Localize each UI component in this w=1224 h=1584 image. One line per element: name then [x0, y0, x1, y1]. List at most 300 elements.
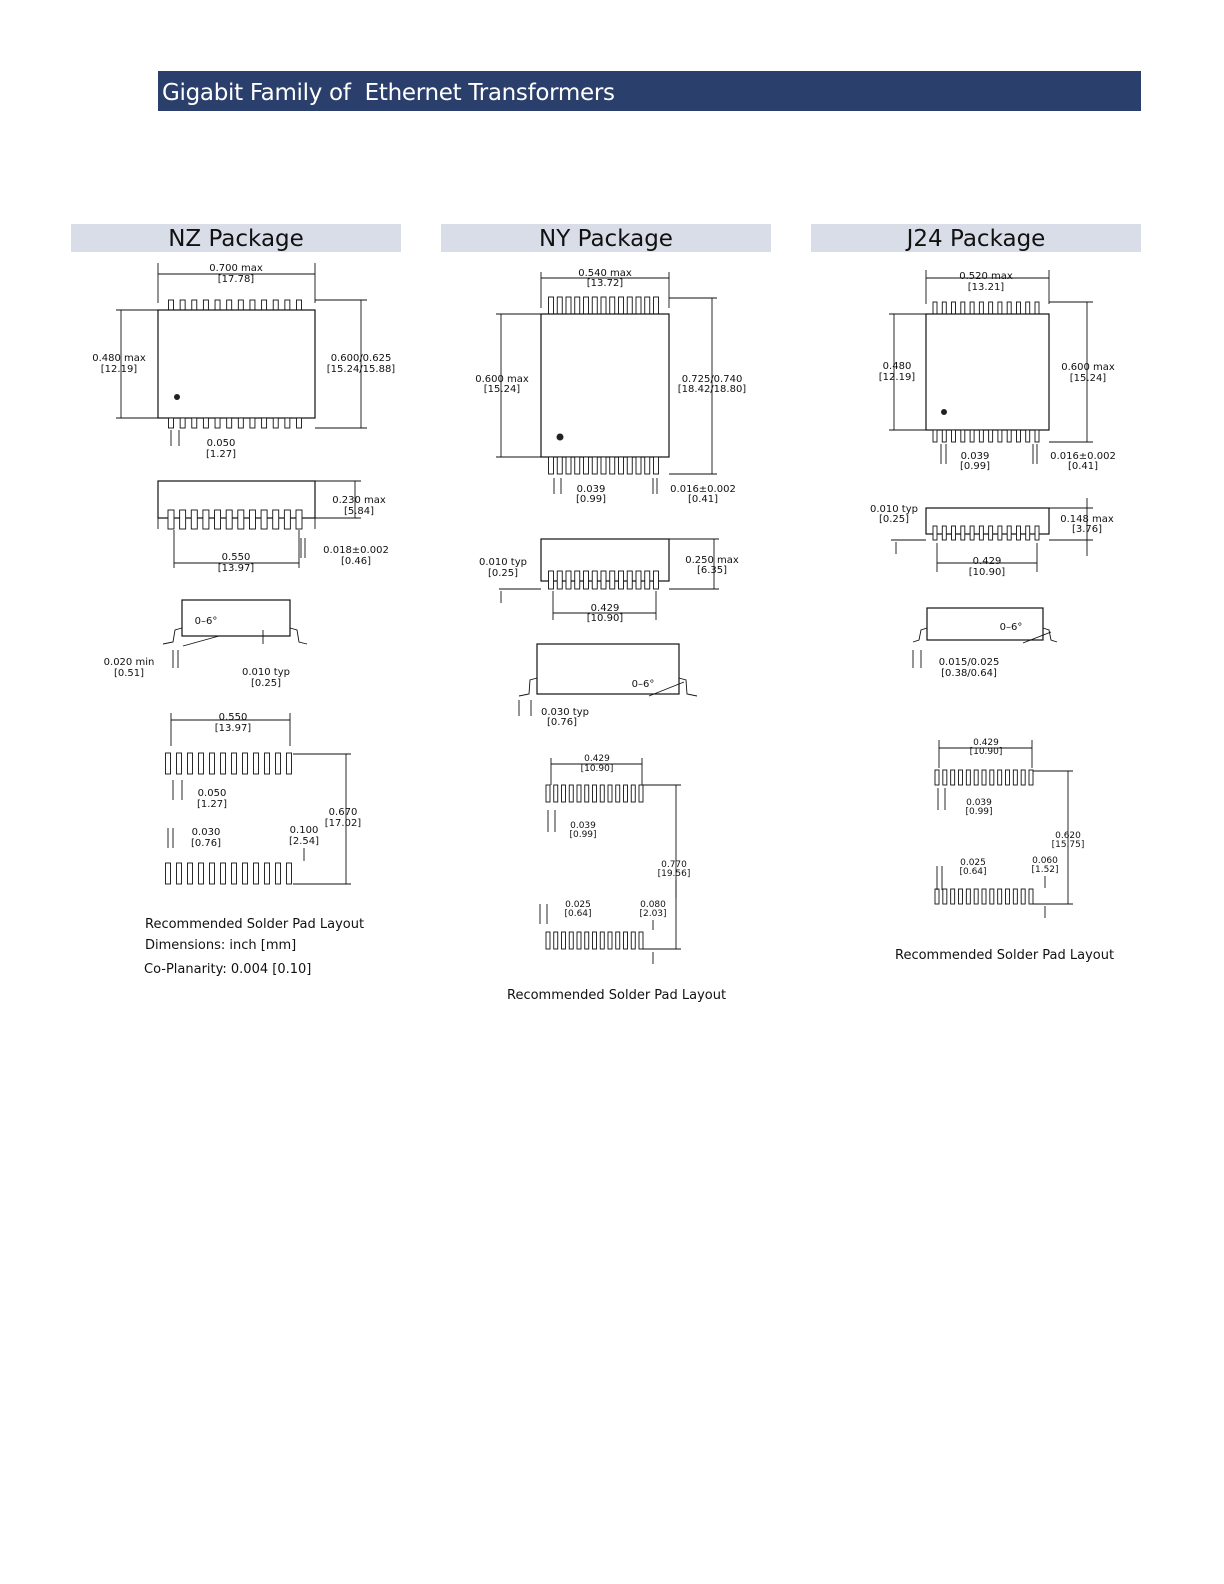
nz-lead-detail	[104, 600, 307, 689]
ny-top-pins	[549, 297, 659, 314]
j24-pad-span-label: 0.620	[1055, 831, 1081, 841]
ny-note-pad-layout: Recommended Solder Pad Layout	[507, 988, 727, 1003]
nz-side-height-label: 0.230 max	[332, 495, 386, 506]
solder-pad	[624, 932, 628, 949]
j24-pad-w-label: 0.025	[960, 858, 986, 868]
lead-pin	[1007, 430, 1011, 442]
nz-side-row-mm-label: [13.97]	[217, 563, 255, 574]
nz-span-mm-label: [15.24/15.88]	[326, 364, 396, 375]
solder-pad	[577, 785, 581, 802]
lead-pin	[942, 430, 946, 442]
j24-bottom-pins	[933, 430, 1039, 442]
lead-pin	[297, 418, 302, 428]
lead-pin	[566, 297, 571, 314]
solder-pad	[982, 889, 986, 904]
lead-pin	[961, 302, 965, 314]
solder-pad	[935, 889, 939, 904]
solder-pad	[546, 785, 550, 802]
lead-pin	[566, 457, 571, 474]
lead-pin	[575, 297, 580, 314]
solder-pad	[243, 863, 248, 884]
lead-pin	[238, 510, 244, 529]
package-header-nz: NZ Package	[71, 224, 401, 252]
nz-pad-row-top	[166, 753, 292, 774]
solder-pad	[554, 785, 558, 802]
solder-pad	[287, 753, 292, 774]
ny-pad-row-bottom-visible	[546, 932, 643, 949]
nz-pitch-mm-label: [1.27]	[205, 449, 237, 460]
solder-pad	[287, 863, 292, 884]
lead-pin	[227, 300, 232, 310]
lead-pin	[238, 300, 243, 310]
ny-side-view	[479, 539, 739, 624]
j24-pitch-label: 0.039	[960, 451, 990, 462]
nz-pad-pitch-label: 0.050	[197, 788, 227, 799]
lead-pin	[180, 510, 186, 529]
ny-bottom-pins	[549, 457, 659, 474]
j24-lead-detail	[913, 608, 1057, 679]
solder-pad	[639, 932, 643, 949]
lead-pin	[238, 418, 243, 428]
ny-top-view	[475, 268, 746, 505]
lead-pin	[636, 297, 641, 314]
lead-pin	[1026, 302, 1030, 314]
j24-pad-w-mm-label: [0.64]	[959, 867, 987, 877]
j24-pad-pitch-mm-label: [0.99]	[965, 807, 993, 817]
lead-pin	[203, 418, 208, 428]
solder-pad	[593, 932, 597, 949]
nz-bottom-pins	[169, 418, 302, 428]
solder-pad	[221, 863, 226, 884]
lead-pin	[601, 457, 606, 474]
j24-detail-angle-label: 0–6°	[999, 622, 1023, 633]
nz-pad-span-label: 0.670	[328, 807, 358, 818]
lead-pin	[610, 297, 615, 314]
solder-pad	[990, 770, 994, 785]
nz-side-height-mm-label: [5.84]	[343, 506, 375, 517]
lead-pin	[933, 302, 937, 314]
nz-side-view	[158, 481, 389, 574]
lead-pin	[1016, 526, 1020, 540]
nz-pad-l-mm-label: [2.54]	[288, 836, 320, 847]
lead-pin	[619, 297, 624, 314]
lead-pin	[1016, 302, 1020, 314]
j24-height-label: 0.480	[882, 361, 912, 372]
j24-side-height-label: 0.148 max	[1060, 514, 1114, 525]
ny-standoff-label: 0.010 typ	[479, 557, 527, 568]
solder-pad	[998, 770, 1002, 785]
ny-package-drawings	[441, 258, 781, 898]
ny-pad-layout	[546, 754, 690, 898]
lead-pin	[203, 300, 208, 310]
solder-pad	[265, 753, 270, 774]
j24-lead-mm-label: [0.41]	[1067, 461, 1099, 472]
lead-pin	[215, 418, 220, 428]
ny-width-label: 0.540 max	[578, 268, 632, 279]
nz-detail-a-label: 0.020 min	[103, 657, 155, 668]
j24-side-row-label: 0.429	[972, 556, 1002, 567]
nz-height-mm-label: [12.19]	[100, 364, 138, 375]
solder-pad	[1006, 889, 1010, 904]
j24-side-height-mm-label: [3.76]	[1071, 524, 1103, 535]
lead-pin	[619, 571, 624, 589]
solder-pad	[616, 785, 620, 802]
lead-pin	[654, 457, 659, 474]
solder-pad	[188, 863, 193, 884]
ny-side-height-mm-label: [6.35]	[696, 565, 728, 576]
lead-pin	[970, 526, 974, 540]
ny-pad-pitch-label: 0.039	[570, 821, 596, 831]
lead-pin	[627, 571, 632, 589]
ny-lead-mm-label: [0.41]	[687, 494, 719, 505]
nz-width-mm-label: [17.78]	[217, 274, 255, 285]
solder-pad	[943, 770, 947, 785]
lead-pin	[584, 457, 589, 474]
j24-pad-pitch-label: 0.039	[966, 798, 992, 808]
solder-pad	[210, 753, 215, 774]
lead-pin	[645, 571, 650, 589]
lead-pin	[961, 526, 965, 540]
nz-side-lead-mm-label: [0.46]	[340, 556, 372, 567]
lead-pin	[296, 510, 302, 529]
lead-pin	[549, 571, 554, 589]
lead-pin	[566, 571, 571, 589]
j24-pad-row-label: 0.429	[973, 738, 999, 748]
solder-pad	[177, 863, 182, 884]
solder-pad	[221, 753, 226, 774]
j24-span-label: 0.600 max	[1061, 362, 1115, 373]
nz-detail-a-mm-label: [0.51]	[113, 668, 145, 679]
solder-pad	[631, 932, 635, 949]
ny-standoff-mm-label: [0.25]	[487, 568, 519, 579]
ny-span-label: 0.725/0.740	[681, 374, 743, 385]
lead-pin	[636, 457, 641, 474]
solder-pad	[943, 889, 947, 904]
solder-pad	[966, 770, 970, 785]
solder-pad	[639, 785, 643, 802]
ny-span-mm-label: [18.42/18.80]	[677, 384, 747, 395]
lead-pin	[297, 300, 302, 310]
solder-pad	[577, 932, 581, 949]
solder-pad	[243, 753, 248, 774]
lead-pin	[645, 457, 650, 474]
solder-pad	[1029, 889, 1033, 904]
lead-pin	[601, 297, 606, 314]
lead-pin	[1035, 526, 1039, 540]
ny-side-row-label: 0.429	[590, 603, 620, 614]
nz-detail-angle-label: 0–6°	[194, 616, 218, 627]
solder-pad	[1006, 770, 1010, 785]
nz-side-row-label: 0.550	[221, 552, 251, 563]
lead-pin	[169, 300, 174, 310]
lead-pin	[636, 571, 641, 589]
j24-top-pins	[933, 302, 1039, 314]
solder-pad	[585, 785, 589, 802]
nz-note-coplanarity: Co-Planarity: 0.004 [0.10]	[144, 962, 312, 977]
j24-detail-a-label: 0.015/0.025	[938, 657, 1000, 668]
lead-pin	[168, 510, 174, 529]
lead-pin	[549, 297, 554, 314]
lead-pin	[273, 300, 278, 310]
lead-pin	[250, 300, 255, 310]
lead-pin	[592, 571, 597, 589]
ny-detail-angle-label: 0–6°	[631, 679, 655, 690]
lead-pin	[998, 430, 1002, 442]
j24-pad-l-label: 0.060	[1032, 856, 1058, 866]
ny-height-mm-label: [15.24]	[483, 384, 521, 395]
j24-pad-span-mm-label: [15.75]	[1051, 840, 1085, 850]
package-header-ny: NY Package	[441, 224, 771, 252]
solder-pad	[232, 863, 237, 884]
ny-pad-l-mm-label: [2.03]	[639, 909, 667, 919]
ny-pad-pitch-mm-label: [0.99]	[569, 830, 597, 840]
solder-pad	[608, 932, 612, 949]
j24-lead-label: 0.016±0.002	[1050, 451, 1116, 462]
solder-pad	[210, 863, 215, 884]
nz-height-label: 0.480 max	[92, 353, 146, 364]
solder-pad	[600, 932, 604, 949]
nz-pad-span-mm-label: [17.02]	[324, 818, 362, 829]
nz-span-label: 0.600/0.625	[330, 353, 392, 364]
ny-detail-a-mm-label: [0.76]	[546, 717, 578, 728]
ny-height-label: 0.600 max	[475, 374, 529, 385]
solder-pad	[974, 889, 978, 904]
j24-detail-a-mm-label: [0.38/0.64]	[941, 668, 997, 679]
solder-pad	[600, 785, 604, 802]
solder-pad	[199, 863, 204, 884]
lead-pin	[1026, 526, 1030, 540]
solder-pad	[1029, 770, 1033, 785]
nz-top-pins	[169, 300, 302, 310]
lead-pin	[575, 571, 580, 589]
solder-pad	[1021, 889, 1025, 904]
nz-side-lead-label: 0.018±0.002	[323, 545, 389, 556]
ny-pitch-label: 0.039	[576, 484, 606, 495]
ny-pad-span-label: 0.770	[661, 860, 687, 870]
lead-pin	[979, 526, 983, 540]
j24-package-drawings	[811, 258, 1151, 938]
pin1-marker-icon	[557, 434, 564, 441]
lead-pin	[192, 418, 197, 428]
solder-pad	[990, 889, 994, 904]
lead-pin	[933, 430, 937, 442]
lead-pin	[584, 571, 589, 589]
j24-pitch-mm-label: [0.99]	[959, 461, 991, 472]
nz-pad-l-label: 0.100	[289, 825, 319, 836]
solder-pad	[982, 770, 986, 785]
lead-pin	[169, 418, 174, 428]
title-banner	[158, 71, 1141, 111]
lead-pin	[1007, 526, 1011, 540]
solder-pad	[546, 932, 550, 949]
solder-pad	[951, 889, 955, 904]
solder-pad	[166, 753, 171, 774]
lead-pin	[989, 302, 993, 314]
lead-pin	[250, 418, 255, 428]
ny-pad-w-mm-label: [0.64]	[564, 909, 592, 919]
lead-pin	[180, 418, 185, 428]
lead-pin	[952, 526, 956, 540]
j24-top-view	[879, 270, 1116, 472]
solder-pad	[276, 753, 281, 774]
lead-pin	[592, 457, 597, 474]
j24-pad-row-bottom	[935, 889, 1033, 904]
ny-side-row-mm-label: [10.90]	[586, 613, 624, 624]
lead-pin	[226, 510, 232, 529]
lead-pin	[1035, 302, 1039, 314]
lead-pin	[261, 510, 267, 529]
lead-pin	[592, 297, 597, 314]
solder-pad	[935, 770, 939, 785]
j24-standoff-label: 0.010 typ	[870, 504, 918, 515]
lead-pin	[180, 300, 185, 310]
nz-detail-b-label: 0.010 typ	[242, 667, 290, 678]
nz-pad-row-bottom	[166, 863, 292, 884]
lead-pin	[557, 571, 562, 589]
ny-pad-l-label: 0.080	[640, 900, 666, 910]
solder-pad	[959, 889, 963, 904]
lead-pin	[262, 300, 267, 310]
lead-pin	[227, 418, 232, 428]
ny-pitch-mm-label: [0.99]	[575, 494, 607, 505]
lead-pin	[203, 510, 209, 529]
nz-detail-b-mm-label: [0.25]	[250, 678, 282, 689]
lead-pin	[249, 510, 255, 529]
solder-pad	[569, 785, 573, 802]
lead-pin	[610, 571, 615, 589]
lead-pin	[933, 526, 937, 540]
pin1-marker-icon	[174, 394, 180, 400]
nz-pad-row-label: 0.550	[218, 712, 248, 723]
nz-body	[158, 310, 315, 418]
lead-pin	[998, 526, 1002, 540]
ny-detail-a-label: 0.030 typ	[541, 707, 589, 718]
nz-pad-pitch-mm-label: [1.27]	[196, 799, 228, 810]
solder-pad	[166, 863, 171, 884]
solder-pad	[616, 932, 620, 949]
lead-pin	[575, 457, 580, 474]
ny-width-mm-label: [13.72]	[586, 278, 624, 289]
solder-pad	[624, 785, 628, 802]
nz-width-label: 0.700 max	[209, 263, 263, 274]
j24-standoff-mm-label: [0.25]	[878, 514, 910, 525]
nz-pad-w-mm-label: [0.76]	[190, 838, 222, 849]
lead-pin	[273, 418, 278, 428]
lead-pin	[645, 297, 650, 314]
solder-pad	[1013, 889, 1017, 904]
solder-pad	[188, 753, 193, 774]
j24-pad-layout	[935, 738, 1084, 918]
solder-pad	[199, 753, 204, 774]
solder-pad	[177, 753, 182, 774]
lead-pin	[942, 526, 946, 540]
j24-height-mm-label: [12.19]	[878, 372, 916, 383]
lead-pin	[979, 430, 983, 442]
solder-pad	[585, 932, 589, 949]
lead-pin	[215, 300, 220, 310]
solder-pad	[631, 785, 635, 802]
solder-pad	[966, 889, 970, 904]
ny-pad-row-mm-label: [10.90]	[580, 764, 614, 774]
nz-pad-row-mm-label: [13.97]	[214, 723, 252, 734]
lead-pin	[989, 526, 993, 540]
solder-pad	[974, 770, 978, 785]
lead-pin	[557, 297, 562, 314]
solder-pad	[554, 932, 558, 949]
lead-pin	[654, 571, 659, 589]
lead-pin	[989, 430, 993, 442]
nz-note-dimensions: Dimensions: inch [mm]	[145, 938, 297, 953]
lead-pin	[998, 302, 1002, 314]
lead-pin	[273, 510, 279, 529]
solder-pad	[569, 932, 573, 949]
lead-pin	[1026, 430, 1030, 442]
lead-pin	[549, 457, 554, 474]
package-header-j24: J24 Package	[811, 224, 1141, 252]
nz-pad-w-label: 0.030	[191, 827, 221, 838]
lead-pin	[557, 457, 562, 474]
lead-pin	[285, 300, 290, 310]
lead-pin	[284, 510, 290, 529]
lead-pin	[610, 457, 615, 474]
solder-pad	[608, 785, 612, 802]
ny-lead-detail	[519, 644, 697, 728]
lead-pin	[215, 510, 221, 529]
lead-pin	[970, 302, 974, 314]
solder-pad	[1021, 770, 1025, 785]
solder-pad	[593, 785, 597, 802]
nz-pitch-label: 0.050	[206, 438, 236, 449]
lead-pin	[654, 297, 659, 314]
lead-pin	[191, 510, 197, 529]
lead-pin	[1007, 302, 1011, 314]
ny-side-height-label: 0.250 max	[685, 555, 739, 566]
solder-pad	[265, 863, 270, 884]
page-title: Gigabit Family of Ethernet Transformers	[162, 80, 615, 106]
solder-pad	[951, 770, 955, 785]
pin1-marker-icon	[941, 409, 947, 415]
lead-pin	[961, 430, 965, 442]
ny-lead-label: 0.016±0.002	[670, 484, 736, 495]
lead-pin	[627, 297, 632, 314]
nz-pad-layout	[166, 712, 362, 884]
lead-pin	[192, 300, 197, 310]
nz-package-drawings	[71, 258, 411, 898]
nz-note-pad-layout: Recommended Solder Pad Layout	[145, 917, 365, 932]
lead-pin	[285, 418, 290, 428]
lead-pin	[942, 302, 946, 314]
ny-pad-row-top	[546, 785, 643, 802]
solder-pad	[998, 889, 1002, 904]
j24-side-row-mm-label: [10.90]	[968, 567, 1006, 578]
solder-pad	[254, 753, 259, 774]
ny-pad-layout-lower	[441, 880, 781, 980]
lead-pin	[1035, 430, 1039, 442]
ny-pad-span-mm-label: [19.56]	[657, 869, 691, 879]
j24-side-view	[870, 498, 1114, 578]
j24-note-pad-layout: Recommended Solder Pad Layout	[895, 948, 1115, 963]
lead-pin	[584, 297, 589, 314]
solder-pad	[562, 785, 566, 802]
lead-pin	[262, 418, 267, 428]
solder-pad	[959, 770, 963, 785]
j24-pad-row-mm-label: [10.90]	[969, 747, 1003, 757]
lead-pin	[970, 430, 974, 442]
solder-pad	[276, 863, 281, 884]
lead-pin	[979, 302, 983, 314]
lead-pin	[619, 457, 624, 474]
ny-pad-w-label: 0.025	[565, 900, 591, 910]
